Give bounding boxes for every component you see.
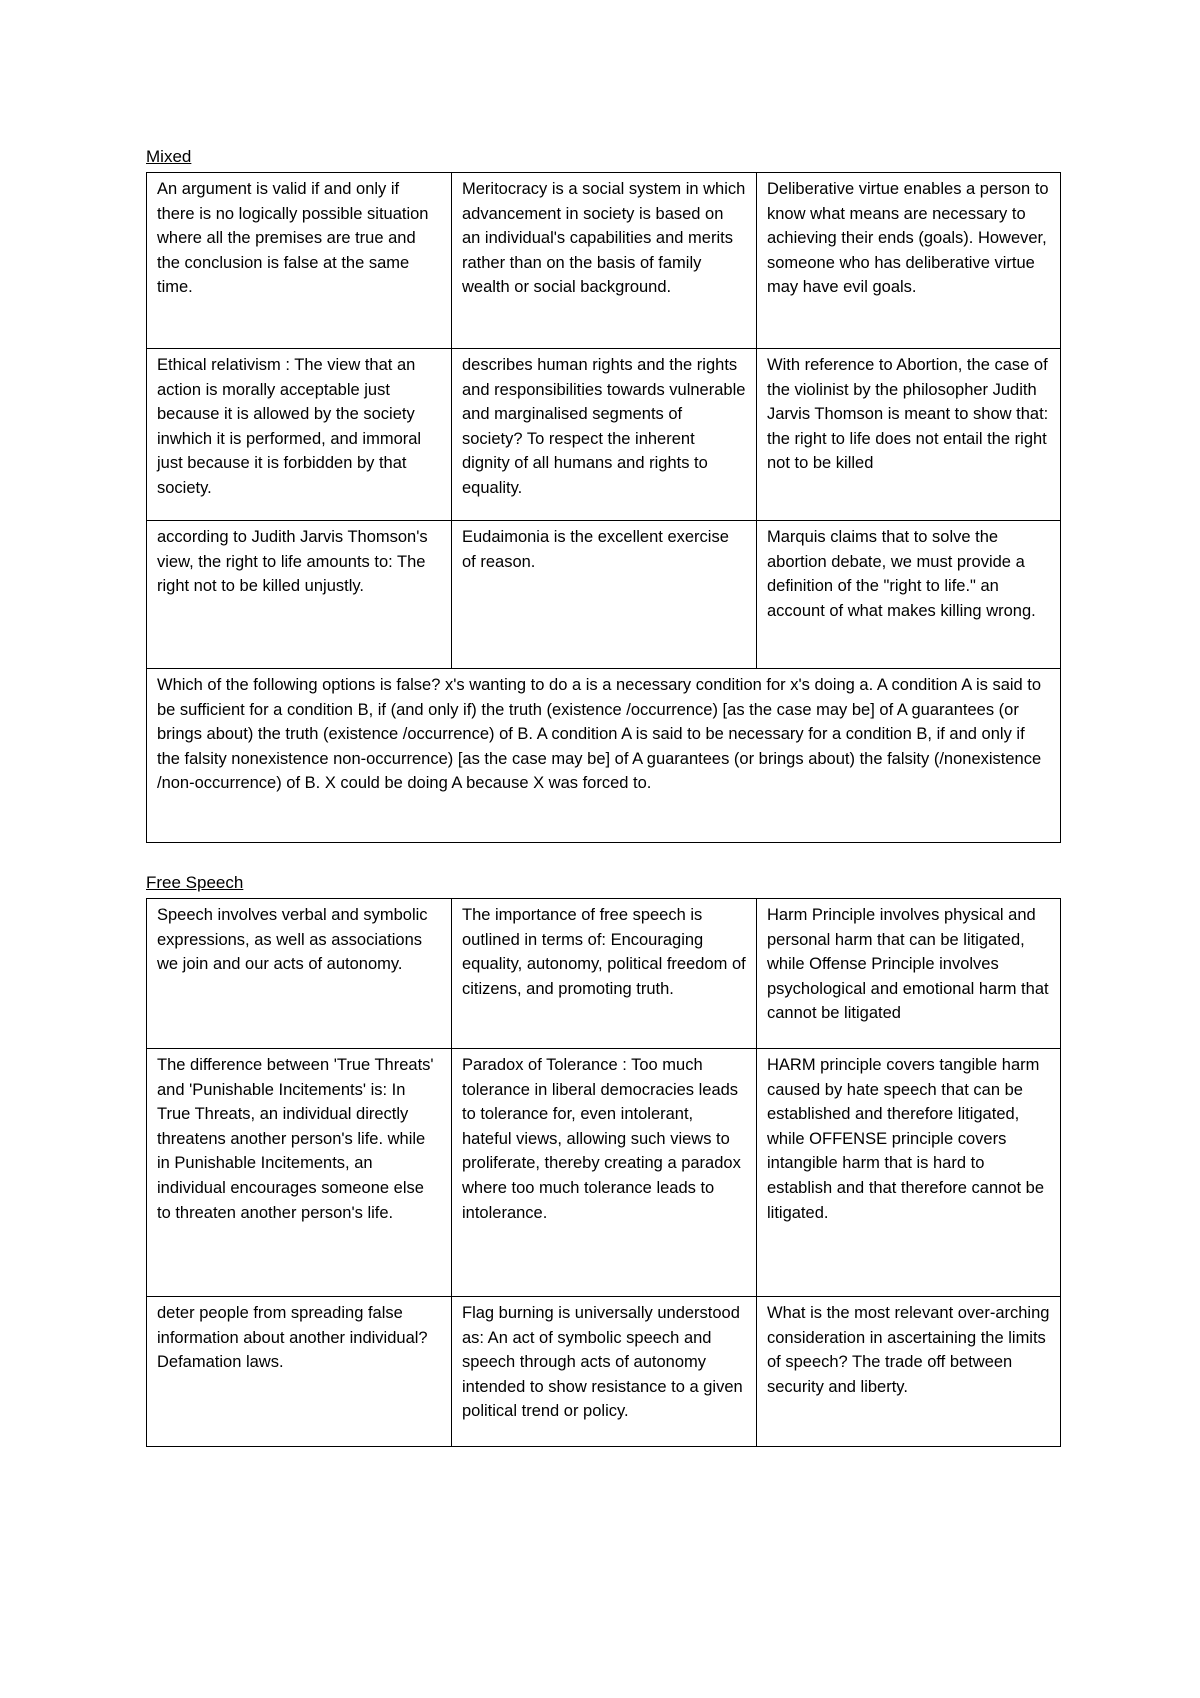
table-cell: Deliberative virtue enables a person to know what means are necessary to achieving their ends (goals). However, someone who has deliberative virtue may have evil goals.	[757, 173, 1061, 349]
table-cell: Eudaimonia is the excellent exercise of reason.	[452, 521, 757, 669]
section-heading-free-speech: Free Speech	[146, 873, 244, 892]
table-cell: describes human rights and the rights and responsibilities towards vulnerable and marginalised segments of society? To respect the inherent dignity of all humans and rights to equality.	[452, 349, 757, 521]
table-cell-full-width: Which of the following options is false? x's wanting to do a is a necessary condition for x's doing a. A condition A is said to be sufficient for a condition B, if (and only if) the truth (existence /occurrence) [as the case may be] of A guarantees (or brings about) the truth (existence /occurrence) of B. A condition A is said to be necessary for a condition B, if and only if the falsity nonexistence non-occurrence) [as the case may be] of A guarantees (or brings about) the falsity (/nonexistence /non-occurrence) of B. X could be doing A because X was forced to.	[147, 669, 1061, 843]
table-cell: Paradox of Tolerance : Too much tolerance in liberal democracies leads to tolerance for, even intolerant, hateful views, allowing such views to proliferate, thereby creating a paradox where too much tolerance leads to intolerance.	[452, 1049, 757, 1297]
table-cell: With reference to Abortion, the case of the violinist by the philosopher Judith Jarvis Thomson is meant to show that: the right to life does not entail the right not to be killed	[757, 349, 1061, 521]
table-cell: Marquis claims that to solve the abortion debate, we must provide a definition of the "right to life." an account of what makes killing wrong.	[757, 521, 1061, 669]
table-row	[147, 349, 1061, 521]
table-cell: Flag burning is universally understood as: An act of symbolic speech and speech through acts of autonomy intended to show resistance to a given political trend or policy.	[452, 1297, 757, 1447]
table-cell: The importance of free speech is outlined in terms of: Encouraging equality, autonomy, political freedom of citizens, and promoting truth.	[452, 899, 757, 1049]
table-row	[147, 173, 1061, 349]
table-cell: An argument is valid if and only if there is no logically possible situation where all the premises are true and the conclusion is false at the same time.	[147, 173, 452, 349]
table-cell: Ethical relativism : The view that an action is morally acceptable just because it is allowed by the society inwhich it is performed, and immoral just because it is forbidden by that society.	[147, 349, 452, 521]
table-cell: The difference between 'True Threats' and 'Punishable Incitements' is: In True Threats, an individual directly threatens another person's life. while in Punishable Incitements, an individual encourages someone else to threaten another person's life.	[147, 1049, 452, 1297]
table-cell: Meritocracy is a social system in which advancement in society is based on an individual's capabilities and merits rather than on the basis of family wealth or social background.	[452, 173, 757, 349]
table-cell: HARM principle covers tangible harm caused by hate speech that can be established and therefore litigated, while OFFENSE principle covers intangible harm that is hard to establish and that therefore cannot be litigated.	[757, 1049, 1061, 1297]
table-row	[147, 521, 1061, 669]
table-row	[147, 1049, 1061, 1297]
table-row	[147, 899, 1061, 1049]
table-cell: according to Judith Jarvis Thomson's view, the right to life amounts to: The right not to be killed unjustly.	[147, 521, 452, 669]
table-cell: Speech involves verbal and symbolic expressions, as well as associations we join and our acts of autonomy.	[147, 899, 452, 1049]
table-cell: What is the most relevant over-arching consideration in ascertaining the limits of speech? The trade off between security and liberty.	[757, 1297, 1061, 1447]
table-cell: Harm Principle involves physical and personal harm that can be litigated, while Offense Principle involves psychological and emotional harm that cannot be litigated	[757, 899, 1061, 1049]
table-row	[147, 1297, 1061, 1447]
table-cell: deter people from spreading false information about another individual? Defamation laws.	[147, 1297, 452, 1447]
table-row	[147, 669, 1061, 843]
mixed-table	[146, 172, 1061, 843]
section-heading-mixed: Mixed	[146, 147, 192, 166]
free-speech-table	[146, 898, 1061, 1447]
